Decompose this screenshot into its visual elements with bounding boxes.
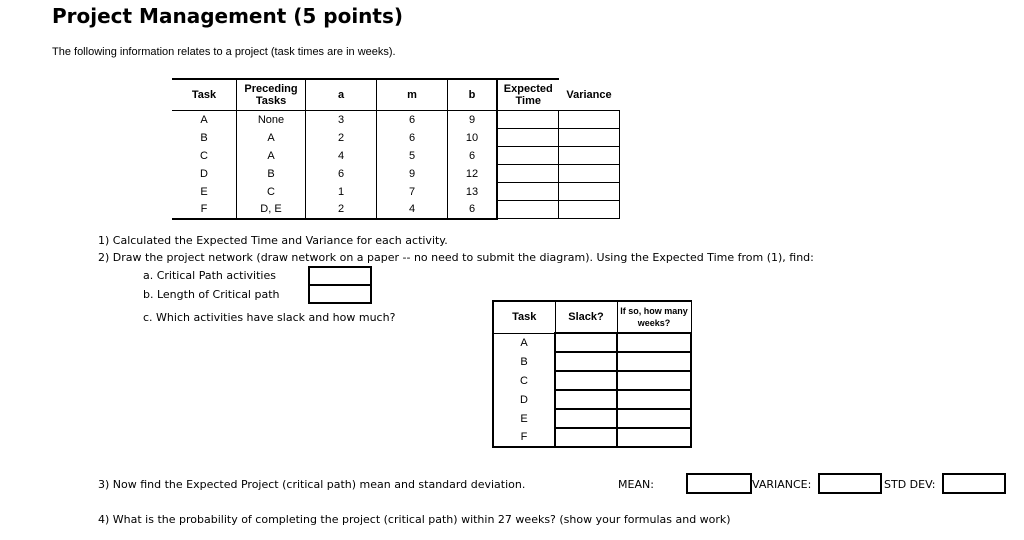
table-row <box>493 352 691 371</box>
question-2: 2) Draw the project network (draw network on a paper -- no need to submit the diagram). Using the Expected Time from (1), find: <box>98 251 814 264</box>
table-row <box>493 409 691 428</box>
header-b: b <box>448 79 498 111</box>
cell-b: 13 <box>448 183 498 201</box>
slack-input[interactable] <box>555 428 617 447</box>
cell-preceding: A <box>237 129 306 147</box>
slack-table <box>492 300 692 448</box>
table-row <box>172 147 620 165</box>
slack-weeks-input[interactable] <box>617 352 691 371</box>
task-table-header <box>172 79 620 111</box>
table-row <box>493 428 691 447</box>
table-row <box>172 201 620 219</box>
cell-b: 6 <box>448 147 498 165</box>
slack-cell-task: F <box>493 428 555 447</box>
slack-input[interactable] <box>555 352 617 371</box>
table-row <box>172 183 620 201</box>
variance-input[interactable] <box>559 201 620 219</box>
variance-label: VARIANCE: <box>752 478 812 491</box>
header-expected-time: Expected Time <box>497 79 559 111</box>
header-a: a <box>306 79 377 111</box>
slack-weeks-input[interactable] <box>617 390 691 409</box>
question-4: 4) What is the probability of completing the project (critical path) within 27 weeks? (show your formulas and work) <box>98 513 731 526</box>
slack-header-task: Task <box>493 301 555 333</box>
slack-table-header <box>493 301 691 333</box>
mean-label: MEAN: <box>618 478 654 491</box>
cell-b: 9 <box>448 111 498 129</box>
cell-a: 6 <box>306 165 377 183</box>
cell-a: 1 <box>306 183 377 201</box>
slack-input[interactable] <box>555 390 617 409</box>
page-title: Project Management (5 points) <box>52 4 404 28</box>
cell-task: E <box>172 183 237 201</box>
slack-cell-task: C <box>493 371 555 390</box>
cell-m: 7 <box>377 183 448 201</box>
slack-weeks-input[interactable] <box>617 371 691 390</box>
cell-task: B <box>172 129 237 147</box>
cell-a: 3 <box>306 111 377 129</box>
header-task: Task <box>172 79 237 111</box>
question-2b: b. Length of Critical path <box>143 288 280 301</box>
cell-task: A <box>172 111 237 129</box>
table-row <box>172 111 620 129</box>
question-3: 3) Now find the Expected Project (critical path) mean and standard deviation. <box>98 478 526 491</box>
intro-text: The following information relates to a project (task times are in weeks). <box>52 46 396 58</box>
question-2c: c. Which activities have slack and how much? <box>143 311 396 324</box>
table-row <box>493 333 691 352</box>
cell-m: 6 <box>377 129 448 147</box>
slack-weeks-input[interactable] <box>617 333 691 352</box>
cell-m: 9 <box>377 165 448 183</box>
slack-cell-task: B <box>493 352 555 371</box>
table-row <box>172 129 620 147</box>
cell-b: 12 <box>448 165 498 183</box>
cell-task: D <box>172 165 237 183</box>
variance-input[interactable] <box>559 183 620 201</box>
table-row <box>172 165 620 183</box>
expected-time-input[interactable] <box>497 183 559 201</box>
slack-input[interactable] <box>555 409 617 428</box>
slack-cell-task: D <box>493 390 555 409</box>
variance-input[interactable] <box>559 111 620 129</box>
cell-a: 2 <box>306 129 377 147</box>
slack-weeks-input[interactable] <box>617 409 691 428</box>
expected-time-input[interactable] <box>497 129 559 147</box>
cell-task: C <box>172 147 237 165</box>
expected-time-input[interactable] <box>497 201 559 219</box>
cell-m: 4 <box>377 201 448 219</box>
slack-header-how-many: If so, how many weeks? <box>617 301 691 333</box>
slack-input[interactable] <box>555 371 617 390</box>
variance-input[interactable] <box>559 129 620 147</box>
cell-preceding: A <box>237 147 306 165</box>
question-2a: a. Critical Path activities <box>143 269 276 282</box>
slack-cell-task: E <box>493 409 555 428</box>
expected-time-input[interactable] <box>497 147 559 165</box>
variance-input[interactable] <box>559 165 620 183</box>
cell-a: 2 <box>306 201 377 219</box>
question-1: 1) Calculated the Expected Time and Variance for each activity. <box>98 234 448 247</box>
slack-cell-task: A <box>493 333 555 352</box>
critical-path-activities-input[interactable] <box>308 266 372 286</box>
table-row <box>493 390 691 409</box>
mean-input[interactable] <box>686 473 752 494</box>
expected-time-input[interactable] <box>497 111 559 129</box>
cell-b: 6 <box>448 201 498 219</box>
critical-path-length-input[interactable] <box>308 284 372 304</box>
cell-preceding: D, E <box>237 201 306 219</box>
variance-input[interactable] <box>559 147 620 165</box>
slack-header-slack: Slack? <box>555 301 617 333</box>
cell-preceding: B <box>237 165 306 183</box>
task-table <box>172 78 620 220</box>
slack-weeks-input[interactable] <box>617 428 691 447</box>
cell-m: 5 <box>377 147 448 165</box>
slack-input[interactable] <box>555 333 617 352</box>
expected-time-input[interactable] <box>497 165 559 183</box>
header-variance: Variance <box>559 79 620 111</box>
cell-preceding: C <box>237 183 306 201</box>
header-preceding: Preceding Tasks <box>237 79 306 111</box>
std-dev-label: STD DEV: <box>884 478 936 491</box>
cell-task: F <box>172 201 237 219</box>
cell-b: 10 <box>448 129 498 147</box>
cell-preceding: None <box>237 111 306 129</box>
cell-a: 4 <box>306 147 377 165</box>
cell-m: 6 <box>377 111 448 129</box>
header-m: m <box>377 79 448 111</box>
table-row <box>493 371 691 390</box>
variance-answer-input[interactable] <box>818 473 882 494</box>
std-dev-input[interactable] <box>942 473 1006 494</box>
